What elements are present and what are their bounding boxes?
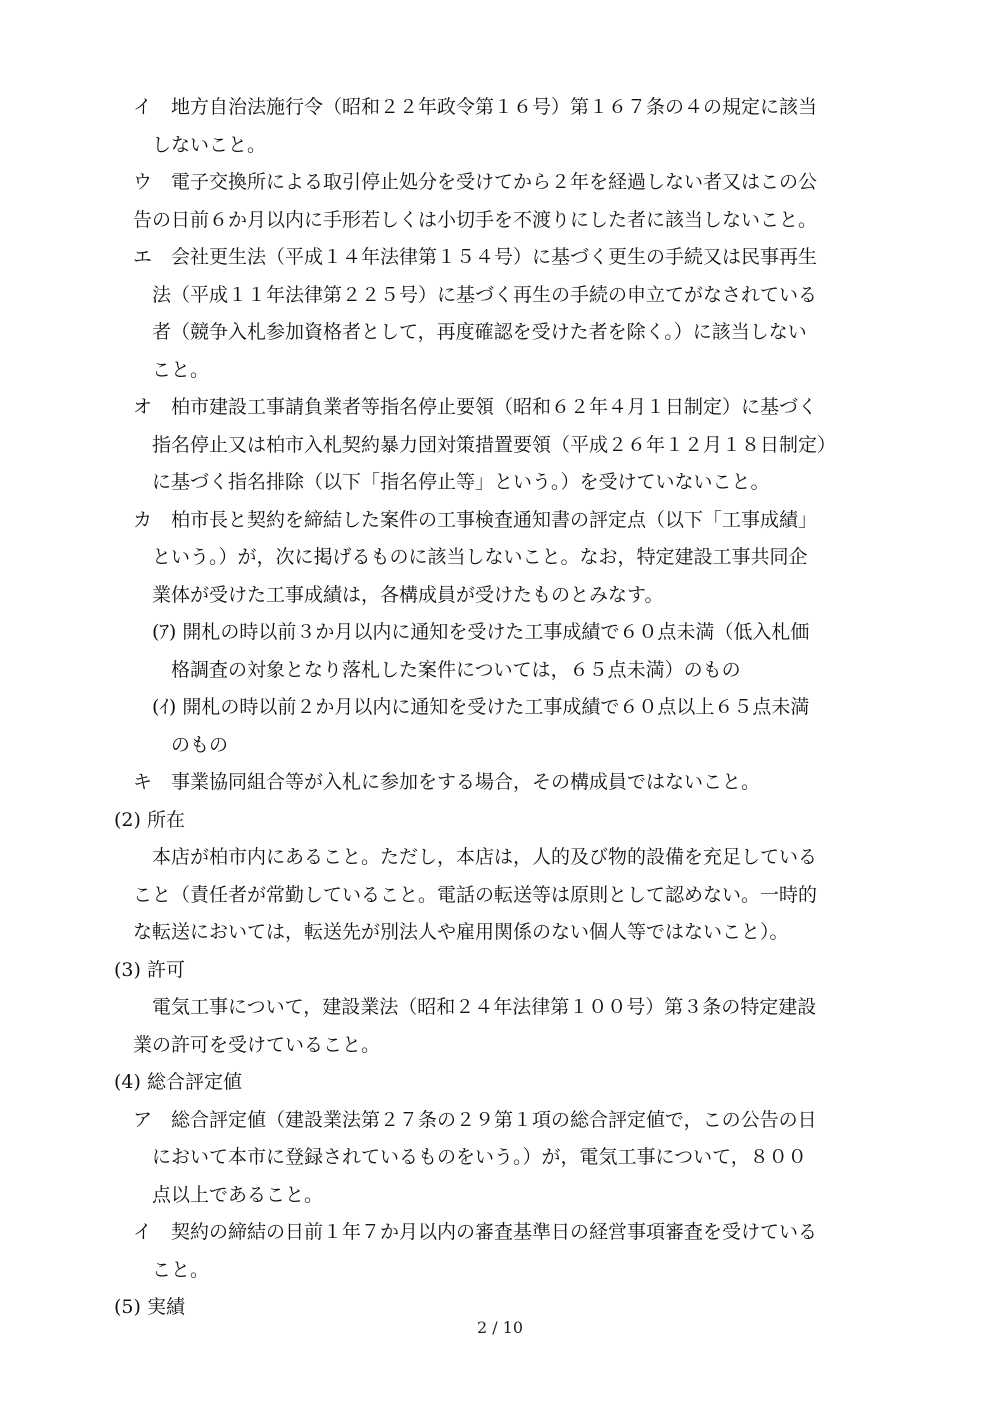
section-heading: (4) 総合評定値 xyxy=(114,1071,242,1093)
text-line: に基づく指名排除（以下「指名停止等」という。）を受けていないこと。 xyxy=(152,471,770,493)
page-number: 2 / 10 xyxy=(476,1318,524,1337)
text-line: (ｲ) 開札の時以前２か月以内に通知を受けた工事成績で６０点以上６５点未満 xyxy=(152,696,810,718)
text-line: 格調査の対象となり落札した案件については，６５点未満）のもの xyxy=(171,658,741,681)
text-line: カ 柏市長と契約を締結した案件の工事検査通知書の評定点（以下「工事成績」 xyxy=(133,508,818,531)
text-line: 電気工事について，建設業法（昭和２４年法律第１００号）第３条の特定建設 xyxy=(152,996,817,1018)
text-line: 業の許可を受けていること。 xyxy=(133,1033,381,1056)
text-line: 指名停止又は柏市入札契約暴力団対策措置要領（平成２６年１２月１８日制定） xyxy=(152,433,837,456)
text-line: 告の日前６か月以内に手形若しくは小切手を不渡りにした者に該当しないこと。 xyxy=(133,208,818,231)
text-line: こと。 xyxy=(152,358,210,381)
text-line: 者（競争入札参加資格者として，再度確認を受けた者を除く。）に該当しない xyxy=(152,321,807,343)
text-line: ウ 電子交換所による取引停止処分を受けてから２年を経過しない者又はこの公 xyxy=(133,171,818,193)
text-line: 本店が柏市内にあること。ただし，本店は，人的及び物的設備を充足している xyxy=(152,846,818,868)
text-line: イ 契約の締結の日前１年７か月以内の審査基準日の経営事項審査を受けている xyxy=(133,1221,818,1243)
text-line: こと。 xyxy=(152,1258,210,1281)
text-line: (ｱ) 開札の時以前３か月以内に通知を受けた工事成績で６０点未満（低入札価 xyxy=(152,621,810,643)
text-line: な転送においては，転送先が別法人や雇用関係のない個人等ではないこと）。 xyxy=(133,921,789,943)
text-line: オ 柏市建設工事請負業者等指名停止要領（昭和６２年４月１日制定）に基づく xyxy=(133,396,818,418)
text-line: 点以上であること。 xyxy=(152,1183,324,1206)
section-heading: (5) 実績 xyxy=(114,1296,185,1318)
text-line: しないこと。 xyxy=(152,133,267,156)
text-line: のもの xyxy=(171,733,229,756)
text-line: キ 事業協同組合等が入札に参加をする場合，その構成員ではないこと。 xyxy=(133,771,761,793)
section-heading: (2) 所在 xyxy=(114,808,185,831)
section-heading: (3) 許可 xyxy=(114,958,185,981)
text-line: 法（平成１１年法律第２２５号）に基づく再生の手続の申立てがなされている xyxy=(152,283,818,306)
text-line: エ 会社更生法（平成１４年法律第１５４号）に基づく更生の手続又は民事再生 xyxy=(133,246,818,268)
text-line: において本市に登録されているものをいう。）が，電気工事について，８００ xyxy=(152,1146,807,1168)
text-line: という。）が，次に掲げるものに該当しないこと。なお，特定建設工事共同企 xyxy=(152,546,808,568)
text-line: ア 総合評定値（建設業法第２７条の２９第１項の総合評定値で，この公告の日 xyxy=(133,1108,817,1131)
text-line: 業体が受けた工事成績は，各構成員が受けたものとみなす。 xyxy=(152,583,664,606)
text-line: こと（責任者が常勤していること。電話の転送等は原則として認めない。一時的 xyxy=(133,883,818,906)
text-line: イ 地方自治法施行令（昭和２２年政令第１６号）第１６７条の４の規定に該当 xyxy=(133,96,818,118)
